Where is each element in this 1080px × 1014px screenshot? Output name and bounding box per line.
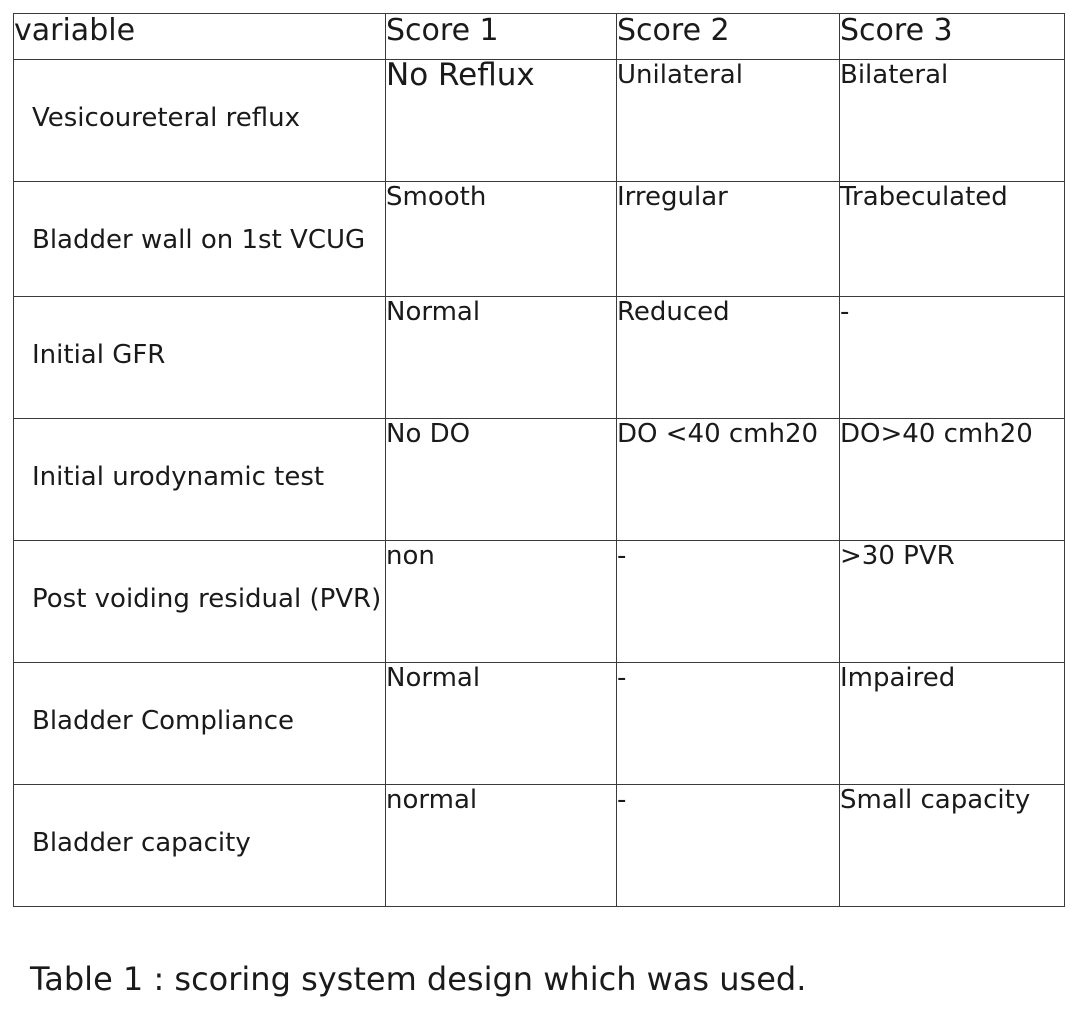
variable-label: Initial GFR (32, 340, 166, 370)
header-score-1: Score 1 (386, 14, 617, 60)
score-2-cell: DO <40 cmh20 (617, 419, 840, 541)
score-3-cell: - (840, 297, 1065, 419)
table-row (14, 419, 1065, 541)
table-row (14, 182, 1065, 297)
table-row (14, 60, 1065, 182)
score-2-cell: - (617, 663, 840, 785)
header-variable: variable (14, 14, 386, 60)
variable-label: Vesicoureteral reflux (32, 103, 300, 133)
variable-cell (14, 419, 386, 541)
score-2-cell: Irregular (617, 182, 840, 297)
variable-cell (14, 541, 386, 663)
score-2-cell: - (617, 541, 840, 663)
score-3-cell: Impaired (840, 663, 1065, 785)
variable-label: Bladder wall on 1st VCUG (32, 225, 366, 255)
header-score-2: Score 2 (617, 14, 840, 60)
variable-cell (14, 785, 386, 907)
table-row (14, 297, 1065, 419)
table-header-row (14, 14, 1065, 60)
variable-label: Initial urodynamic test (32, 462, 325, 492)
score-2-cell: Unilateral (617, 60, 840, 182)
score-3-cell: Trabeculated (840, 182, 1065, 297)
score-1-cell: No DO (386, 419, 617, 541)
table-row (14, 663, 1065, 785)
score-1-cell: normal (386, 785, 617, 907)
score-3-cell: >30 PVR (840, 541, 1065, 663)
variable-label: Post voiding residual (PVR) (32, 584, 382, 614)
scoring-table (13, 13, 1065, 907)
table-caption: Table 1 : scoring system design which was used. (30, 960, 807, 998)
score-2-cell: - (617, 785, 840, 907)
score-3-cell: DO>40 cmh20 (840, 419, 1065, 541)
score-2-cell: Reduced (617, 297, 840, 419)
score-3-cell: Small capacity (840, 785, 1065, 907)
score-1-cell: No Reflux (386, 60, 617, 182)
table-row (14, 541, 1065, 663)
table-row (14, 785, 1065, 907)
variable-label: Bladder Compliance (32, 706, 294, 736)
score-3-cell: Bilateral (840, 60, 1065, 182)
variable-cell (14, 297, 386, 419)
score-1-cell: Normal (386, 297, 617, 419)
score-1-cell: non (386, 541, 617, 663)
score-1-cell: Normal (386, 663, 617, 785)
score-1-cell: Smooth (386, 182, 617, 297)
variable-cell (14, 182, 386, 297)
header-score-3: Score 3 (840, 14, 1065, 60)
variable-cell (14, 663, 386, 785)
variable-cell (14, 60, 386, 182)
variable-label: Bladder capacity (32, 828, 251, 858)
